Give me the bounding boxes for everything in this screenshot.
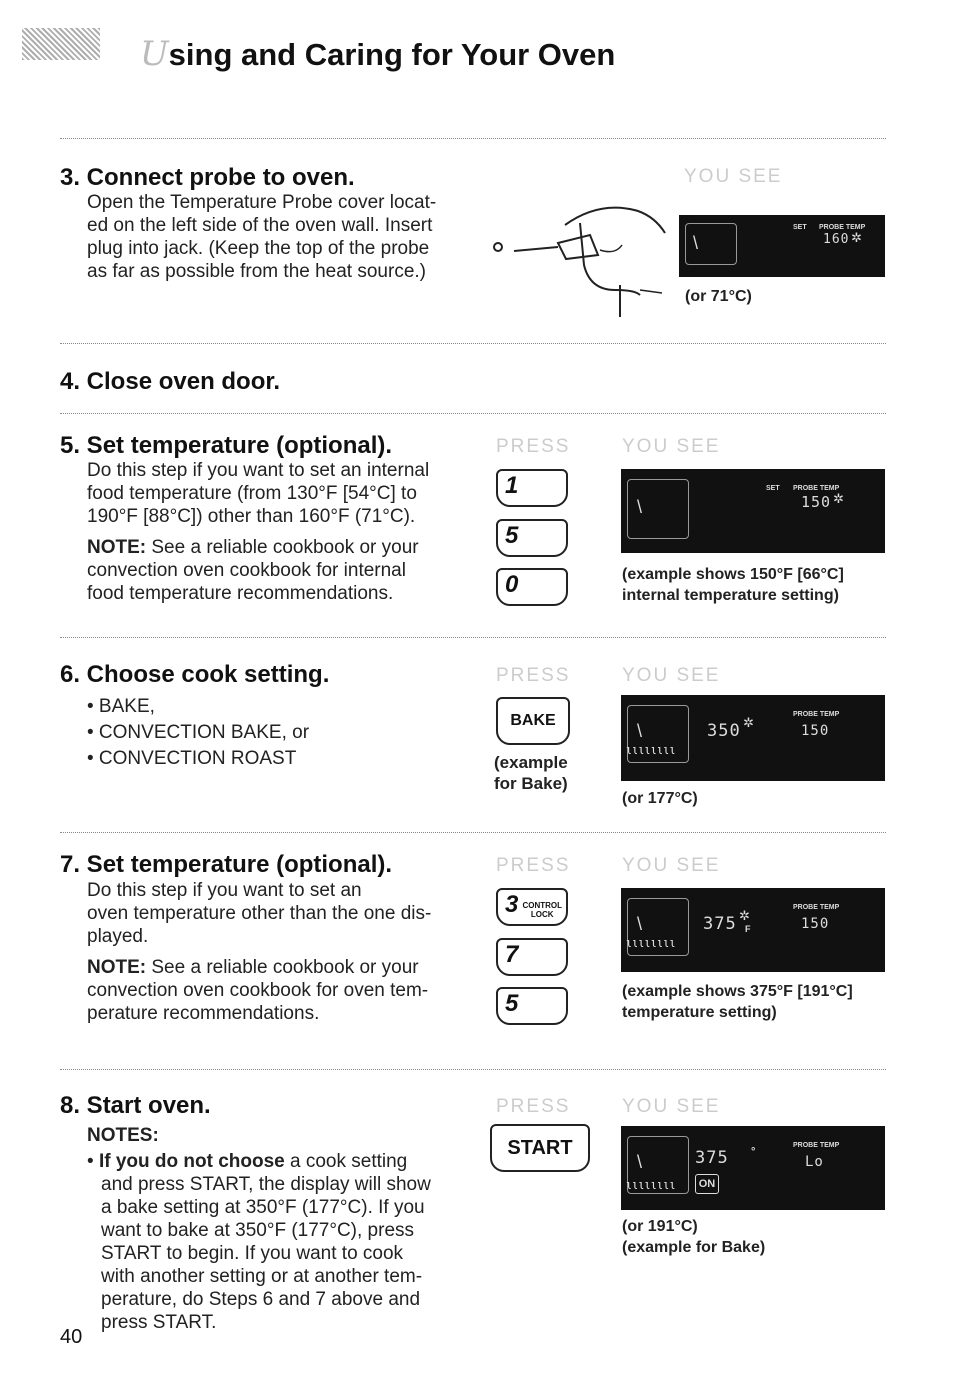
- hand-icon: \: [637, 497, 643, 517]
- divider: [60, 832, 886, 833]
- bake-button[interactable]: BAKE: [496, 697, 570, 745]
- set-indicator: SET: [793, 224, 807, 231]
- hand-icon: \: [637, 1152, 643, 1172]
- probe-temp-indicator: PROBE TEMP: [793, 1142, 840, 1149]
- probe-value: 150: [801, 723, 830, 739]
- display-value: 375: [703, 914, 737, 934]
- step-7-body: Do this step if you want to set an oven temperature other than the one dis- played. NOTE: See a reliable cookbook or your convection oven cookbook for oven tem- perature recommendations.: [87, 880, 432, 1024]
- you-see-label: YOU SEE: [622, 436, 721, 457]
- divider: [60, 637, 886, 638]
- step-4-title: 4. Close oven door.: [60, 368, 281, 395]
- key-5[interactable]: 5: [496, 519, 568, 557]
- display-value: 150: [801, 493, 832, 511]
- notes-heading: NOTES:: [87, 1125, 159, 1146]
- key-7[interactable]: 7: [496, 938, 568, 976]
- on-indicator: ON: [695, 1174, 719, 1194]
- header-decoration: [22, 28, 100, 60]
- heat-bars-icon: ιιιιιιιι: [625, 1178, 675, 1192]
- display-value: 375: [695, 1148, 729, 1168]
- display-caption: (or 191°C) (example for Bake): [622, 1218, 766, 1256]
- oven-display: [621, 469, 885, 553]
- key-1[interactable]: 1: [496, 469, 568, 507]
- you-see-label: YOU SEE: [684, 166, 783, 187]
- fan-icon: ✲: [833, 491, 844, 506]
- display-caption: (or 177°C): [622, 790, 698, 807]
- page-title: Using and Caring for Your Oven: [140, 34, 616, 74]
- press-label: PRESS: [496, 855, 571, 876]
- oven-display: [621, 1126, 885, 1210]
- key-3-control-lock[interactable]: 3 CONTROL LOCK: [496, 888, 568, 926]
- page-number: 40: [60, 1326, 83, 1348]
- control-lock-label: CONTROL LOCK: [522, 901, 562, 919]
- step-3-title: 3. Connect probe to oven.: [60, 164, 355, 191]
- press-label: PRESS: [496, 436, 571, 457]
- oven-display: [621, 695, 885, 781]
- step-8-body: • If you do not choose a cook setting and press START, the display will show a bake setting at 350°F (177°C). If you want to bake at 350°F (177°C), press START to begin. If you want to cook with another setting or at another tem- perature, do Steps 6 and 7 above and press START.: [87, 1151, 431, 1333]
- you-see-label: YOU SEE: [622, 665, 721, 686]
- divider: [60, 413, 886, 414]
- display-caption: (example shows 375°F [191°C] temperature setting): [622, 983, 853, 1021]
- step-7-title: 7. Set temperature (optional).: [60, 851, 393, 878]
- key-0[interactable]: 0: [496, 568, 568, 606]
- step-6-bullets: • BAKE, • CONVECTION BAKE, or • CONVECTION ROAST: [87, 696, 310, 769]
- step-3-body: Open the Temperature Probe cover locat- ed on the left side of the oven wall. Insert plug into jack. (Keep the top of the probe as far as possible from the heat source.): [87, 192, 437, 282]
- key-caption: (example for Bake): [494, 753, 568, 793]
- probe-temp-indicator: PROBE TEMP: [819, 224, 866, 231]
- probe-temp-indicator: PROBE TEMP: [793, 904, 840, 911]
- degree-icon: °: [751, 1146, 756, 1158]
- step-5-title: 5. Set temperature (optional).: [60, 432, 393, 459]
- divider: [60, 138, 886, 139]
- probe-temp-indicator: PROBE TEMP: [793, 711, 840, 718]
- oven-display: [679, 215, 885, 277]
- fan-icon: ✲: [739, 908, 750, 923]
- oven-display: [621, 888, 885, 972]
- fan-icon: ✲: [851, 230, 862, 245]
- press-label: PRESS: [496, 665, 571, 686]
- set-indicator: SET: [766, 485, 780, 492]
- display-caption: (or 71°C): [685, 288, 752, 305]
- unit-indicator: F: [745, 924, 751, 934]
- probe-value: 150: [801, 916, 830, 932]
- start-button[interactable]: START: [490, 1124, 590, 1172]
- probe-temp-indicator: PROBE TEMP: [793, 485, 840, 492]
- key-5[interactable]: 5: [496, 987, 568, 1025]
- step-5-body: Do this step if you want to set an internal food temperature (from 130°F [54°C] to 190°F [88°C]) other than 160°F (71°C). NOTE: See a reliable cookbook or your convection oven cookbook for internal food temperature recommendations.: [87, 460, 430, 604]
- heat-bars-icon: ιιιιιιιι: [625, 936, 675, 950]
- step-8-title: 8. Start oven.: [60, 1092, 211, 1119]
- press-label: PRESS: [496, 1096, 571, 1117]
- you-see-label: YOU SEE: [622, 855, 721, 876]
- hand-icon: \: [693, 233, 699, 253]
- divider: [60, 343, 886, 344]
- probe-illustration: [480, 195, 680, 320]
- probe-value: Lo: [805, 1154, 824, 1170]
- divider: [60, 1069, 886, 1070]
- hand-icon: \: [637, 721, 643, 741]
- heat-bars-icon: ιιιιιιιι: [625, 743, 675, 757]
- display-caption: (example shows 150°F [66°C] internal temperature setting): [622, 566, 844, 604]
- you-see-label: YOU SEE: [622, 1096, 721, 1117]
- display-value: 160: [823, 232, 850, 247]
- hand-icon: \: [637, 914, 643, 934]
- step-6-title: 6. Choose cook setting.: [60, 661, 330, 688]
- fan-icon: ✲: [743, 715, 754, 730]
- display-value: 350: [707, 721, 741, 741]
